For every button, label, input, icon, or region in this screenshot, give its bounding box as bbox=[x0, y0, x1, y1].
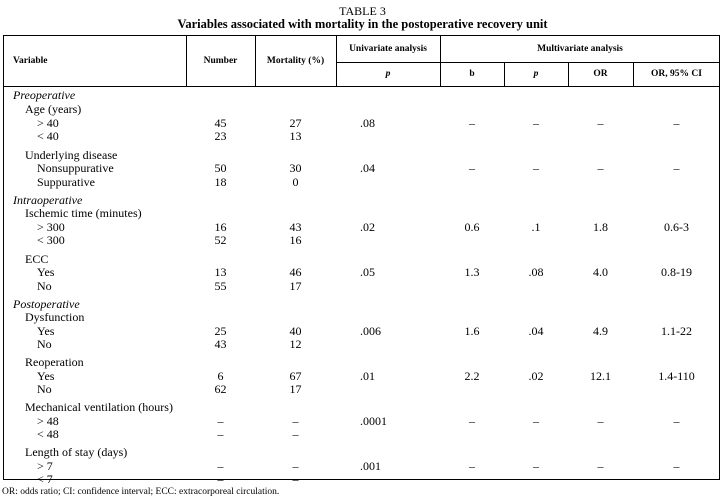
row-label: No bbox=[37, 382, 52, 396]
cell-mp: .04 bbox=[528, 324, 544, 338]
group-label: Reoperation bbox=[25, 355, 84, 369]
group-label: Age (years) bbox=[25, 102, 82, 116]
cell-number: 13 bbox=[214, 265, 227, 279]
table-number: TABLE 3 bbox=[339, 4, 386, 18]
cell-p: .006 bbox=[360, 324, 381, 338]
cell-mortality: 17 bbox=[289, 382, 302, 396]
section-label: Intraoperative bbox=[13, 193, 83, 207]
row-label: > 300 bbox=[37, 220, 65, 234]
cell-b: 0.6 bbox=[464, 220, 480, 234]
cell-number: 50 bbox=[214, 161, 227, 175]
header-multi-p: p bbox=[533, 69, 539, 79]
row-label: < 48 bbox=[37, 427, 59, 441]
cell-mp: .02 bbox=[528, 369, 544, 383]
cell-p: .02 bbox=[360, 220, 375, 234]
group-label: ECC bbox=[25, 252, 49, 266]
row-label: > 48 bbox=[37, 414, 59, 428]
cell-number: 16 bbox=[214, 220, 227, 234]
cell-p: .001 bbox=[360, 459, 381, 473]
cell-ci: – bbox=[673, 161, 680, 175]
cell-number: 18 bbox=[214, 175, 227, 189]
table-frame bbox=[3, 35, 720, 486]
cell-p: .05 bbox=[360, 265, 375, 279]
row-label: Nonsuppurative bbox=[37, 161, 114, 175]
cell-or: – bbox=[597, 116, 604, 130]
cell-mortality: – bbox=[292, 472, 299, 486]
cell-mortality: – bbox=[292, 427, 299, 441]
header-or: OR bbox=[593, 69, 608, 79]
cell-number: 25 bbox=[214, 324, 227, 338]
cell-number: 45 bbox=[214, 116, 227, 130]
cell-or: – bbox=[597, 414, 604, 428]
cell-mortality: – bbox=[292, 459, 299, 473]
cell-mortality: 13 bbox=[289, 129, 302, 143]
cell-ci: 1.1-22 bbox=[661, 324, 692, 338]
header-multivariate: Multivariate analysis bbox=[537, 44, 623, 54]
cell-or: 4.9 bbox=[593, 324, 608, 338]
row-label: < 40 bbox=[37, 129, 59, 143]
row-label: Yes bbox=[37, 324, 55, 338]
cell-mortality: 40 bbox=[289, 324, 302, 338]
cell-mp: – bbox=[533, 161, 539, 175]
cell-p: .04 bbox=[360, 161, 375, 175]
section-label: Preoperative bbox=[13, 88, 76, 102]
row-label: Yes bbox=[37, 369, 55, 383]
cell-mortality: – bbox=[292, 414, 299, 428]
cell-b: – bbox=[469, 161, 475, 175]
cell-or: – bbox=[597, 459, 604, 473]
cell-or: 12.1 bbox=[590, 369, 611, 383]
cell-ci: 1.4-110 bbox=[658, 369, 695, 383]
cell-ci: – bbox=[673, 459, 680, 473]
cell-number: 23 bbox=[214, 129, 227, 143]
cell-mortality: 46 bbox=[289, 265, 302, 279]
cell-p: .01 bbox=[360, 369, 375, 383]
cell-b: 1.3 bbox=[464, 265, 480, 279]
cell-or: 4.0 bbox=[593, 265, 608, 279]
row-label: Suppurative bbox=[37, 175, 95, 189]
row-label: < 300 bbox=[37, 233, 65, 247]
row-label: > 7 bbox=[37, 459, 53, 473]
cell-or: – bbox=[597, 161, 604, 175]
header-univariate-p: p bbox=[385, 69, 391, 79]
header-number: Number bbox=[203, 56, 238, 66]
row-label: > 40 bbox=[37, 116, 59, 130]
cell-p: .08 bbox=[360, 116, 375, 130]
cell-b: – bbox=[469, 116, 475, 130]
cell-mortality: 67 bbox=[289, 369, 302, 383]
row-label: No bbox=[37, 337, 52, 351]
cell-number: 62 bbox=[214, 382, 227, 396]
header-mortality: Mortality (%) bbox=[266, 56, 325, 66]
group-label: Ischemic time (minutes) bbox=[25, 206, 142, 220]
cell-mp: .08 bbox=[528, 265, 544, 279]
cell-mortality: 30 bbox=[289, 161, 302, 175]
header-or-ci: OR, 95% CI bbox=[651, 69, 702, 79]
cell-mortality: 17 bbox=[289, 279, 302, 293]
section-label: Postoperative bbox=[13, 297, 80, 311]
header-variable: Variable bbox=[13, 56, 48, 66]
cell-number: – bbox=[217, 472, 224, 486]
row-label: < 7 bbox=[37, 472, 53, 486]
row-label: Yes bbox=[37, 265, 55, 279]
header-b: b bbox=[469, 69, 475, 79]
cell-ci: – bbox=[673, 116, 680, 130]
header-univariate: Univariate analysis bbox=[349, 44, 427, 54]
cell-number: 52 bbox=[214, 233, 227, 247]
cell-mp: .1 bbox=[531, 220, 541, 234]
cell-number: – bbox=[217, 414, 224, 428]
cell-number: 6 bbox=[217, 369, 224, 383]
cell-mortality: 12 bbox=[289, 337, 302, 351]
cell-mortality: 43 bbox=[289, 220, 302, 234]
cell-number: – bbox=[217, 459, 224, 473]
footnote: OR: odds ratio; CI: confidence interval; ECC: extracorporeal circulation. bbox=[2, 487, 280, 497]
group-label: Mechanical ventilation (hours) bbox=[25, 400, 173, 414]
cell-b: – bbox=[469, 414, 475, 428]
cell-ci: 0.8-19 bbox=[661, 265, 692, 279]
cell-or: 1.8 bbox=[593, 220, 608, 234]
cell-mp: – bbox=[533, 459, 539, 473]
cell-ci: – bbox=[673, 414, 680, 428]
cell-number: 43 bbox=[214, 337, 227, 351]
table-title: Variables associated with mortality in the postoperative recovery unit bbox=[177, 17, 548, 31]
cell-mp: – bbox=[533, 116, 539, 130]
cell-b: 2.2 bbox=[464, 369, 480, 383]
group-label: Dysfunction bbox=[25, 310, 85, 324]
group-label: Length of stay (days) bbox=[25, 445, 128, 459]
cell-b: 1.6 bbox=[464, 324, 480, 338]
cell-mortality: 0 bbox=[292, 175, 299, 189]
cell-number: 55 bbox=[214, 279, 227, 293]
row-label: No bbox=[37, 279, 52, 293]
cell-b: – bbox=[469, 459, 475, 473]
cell-mortality: 16 bbox=[289, 233, 302, 247]
cell-p: .0001 bbox=[360, 414, 387, 428]
cell-mp: – bbox=[533, 414, 539, 428]
cell-mortality: 27 bbox=[289, 116, 302, 130]
group-label: Underlying disease bbox=[25, 148, 118, 162]
cell-ci: 0.6-3 bbox=[664, 220, 689, 234]
cell-number: – bbox=[217, 427, 224, 441]
